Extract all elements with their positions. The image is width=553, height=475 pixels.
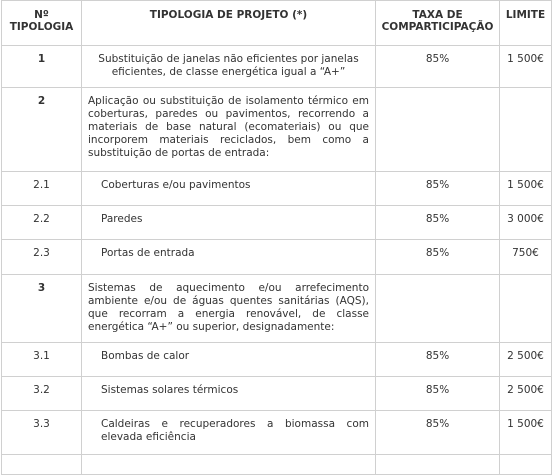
header-rate: TAXA DE COMPARTICIPAÇÃO [376,1,500,46]
row-rate: 85% [376,411,500,455]
table-row [2,172,552,206]
row-desc: Paredes [82,206,376,240]
table-row [2,240,552,275]
row-num: 3.3 [2,411,82,455]
row-limit: 3 000€ [500,206,552,240]
row-num: 1 [2,46,82,88]
row-num: 3.1 [2,343,82,377]
row-desc: Caldeiras e recuperadores a biomassa com elevada eficiência [82,411,376,455]
row-rate: 85% [376,172,500,206]
table-row [2,377,552,411]
row-limit: 1 500€ [500,172,552,206]
row-limit: 2 500€ [500,343,552,377]
row-rate: 85% [376,240,500,275]
table-row [2,88,552,172]
row-limit: 750€ [500,240,552,275]
table-row [2,206,552,240]
row-desc: Sistemas de aquecimento e/ou arrefecimento ambiente e/ou de águas quentes sanitárias (AQS), que recorram a energia renovável, de classe energética “A+” ou superior, designadamente: [82,275,376,343]
row-limit: 1 500€ [500,411,552,455]
row-num: 3 [2,275,82,343]
row-rate [376,88,500,172]
row-num: 3.2 [2,377,82,411]
row-limit [500,88,552,172]
table-row [2,46,552,88]
row-num: 2.1 [2,172,82,206]
row-desc: Substituição de janelas não eficientes por janelas eficientes, de classe energética igual a “A+” [82,46,376,88]
row-num: 2.2 [2,206,82,240]
row-rate: 85% [376,46,500,88]
row-rate [376,275,500,343]
row-rate: 85% [376,206,500,240]
row-num: 2 [2,88,82,172]
row-limit: 1 500€ [500,46,552,88]
table-row [2,343,552,377]
table-row [2,411,552,455]
row-desc: Portas de entrada [82,240,376,275]
incentives-table [1,0,552,475]
header-type: TIPOLOGIA DE PROJETO (*) [82,1,376,46]
row-limit [500,275,552,343]
row-desc: Bombas de calor [82,343,376,377]
table-header-row [2,1,552,46]
table-row-partial [2,455,552,475]
row-desc: Sistemas solares térmicos [82,377,376,411]
row-rate: 85% [376,377,500,411]
header-num: Nº TIPOLOGIA [2,1,82,46]
row-num: 2.3 [2,240,82,275]
row-limit: 2 500€ [500,377,552,411]
row-desc: Aplicação ou substituição de isolamento térmico em coberturas, paredes ou pavimentos, recorrendo a materiais de base natural (ecomateriais) ou que incorporem materiais reciclados, bem como a substituição de portas de entrada: [82,88,376,172]
row-desc: Coberturas e/ou pavimentos [82,172,376,206]
header-limit: LIMITE [500,1,552,46]
table-row [2,275,552,343]
row-rate: 85% [376,343,500,377]
